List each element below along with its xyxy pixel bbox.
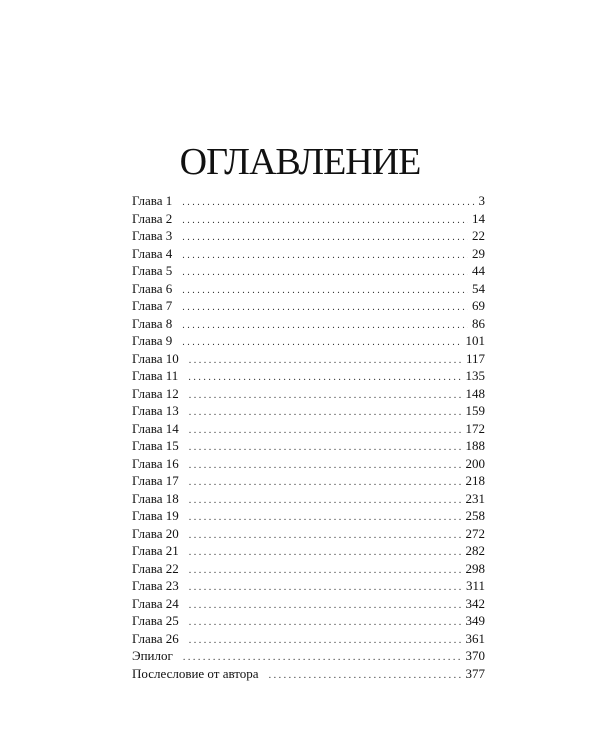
- toc-entry-label: Глава 8: [132, 315, 173, 331]
- dot-leader: [189, 544, 462, 562]
- toc-entry[interactable]: [132, 297, 485, 315]
- dot-leader: [182, 334, 461, 352]
- toc-entry[interactable]: [132, 350, 485, 368]
- toc-entry-label: Глава 5: [132, 263, 173, 278]
- toc-entry-page-number: 172: [465, 420, 485, 436]
- toc-entry[interactable]: [132, 245, 485, 263]
- page-title: ОГЛАВЛЕНИЕ: [179, 141, 421, 183]
- toc-entry-label: Глава 12: [132, 385, 179, 401]
- dot-leader: [182, 317, 468, 335]
- toc-entry-page-number: 148: [465, 385, 485, 401]
- toc-entry[interactable]: [132, 612, 485, 630]
- toc-entry-label: Глава 9: [132, 333, 173, 348]
- toc-entry[interactable]: [132, 472, 485, 490]
- toc-entry-page-number: 54: [472, 280, 485, 296]
- toc-entry-label: Глава 20: [132, 525, 179, 541]
- toc-entry-page-number: 69: [472, 298, 485, 313]
- dot-leader: [189, 404, 462, 422]
- dot-leader: [189, 474, 462, 492]
- toc-entry[interactable]: [132, 560, 485, 578]
- toc-entry-page-number: 14: [472, 210, 485, 226]
- toc-entry-page-number: 258: [465, 508, 485, 523]
- toc-entry[interactable]: [132, 315, 485, 333]
- toc-entry-page-number: 218: [465, 473, 485, 488]
- toc-entry-page-number: 282: [465, 543, 485, 558]
- toc-entry[interactable]: [132, 402, 485, 420]
- toc-entry[interactable]: [132, 595, 485, 613]
- dot-leader: [189, 422, 462, 440]
- toc-entry-label: Глава 18: [132, 490, 179, 506]
- dot-leader: [182, 247, 468, 265]
- toc-entry-label: Глава 10: [132, 350, 179, 366]
- toc-entry[interactable]: [132, 542, 485, 560]
- toc-entry-label: Глава 24: [132, 595, 179, 611]
- toc-entry[interactable]: [132, 630, 485, 648]
- toc-entry-page-number: 349: [465, 613, 485, 628]
- dot-leader: [189, 614, 462, 632]
- toc-entry[interactable]: [132, 647, 485, 665]
- dot-leader: [182, 282, 468, 300]
- dot-leader: [189, 457, 462, 475]
- toc-entry-page-number: 231: [465, 490, 485, 506]
- toc-entry-page-number: 22: [472, 228, 485, 243]
- toc-entry[interactable]: [132, 665, 485, 683]
- dot-leader: [182, 212, 468, 230]
- dot-leader: [182, 194, 474, 212]
- toc-entry-label: Глава 1: [132, 193, 173, 208]
- dot-leader: [189, 352, 462, 370]
- toc-entry-label: Глава 26: [132, 630, 179, 646]
- dot-leader: [189, 387, 462, 405]
- toc-entry[interactable]: [132, 227, 485, 245]
- toc-entry-label: Глава 2: [132, 210, 173, 226]
- dot-leader: [189, 492, 462, 510]
- toc-entry-page-number: 188: [465, 438, 485, 453]
- toc-entry-page-number: 117: [465, 350, 485, 366]
- dot-leader: [189, 597, 462, 615]
- toc-entry[interactable]: [132, 507, 485, 525]
- toc-entry-page-number: 342: [465, 595, 485, 611]
- toc-entry[interactable]: [132, 367, 485, 385]
- toc-entry[interactable]: [132, 525, 485, 543]
- toc-entry-page-number: 135: [465, 368, 485, 383]
- toc-entry-page-number: 272: [465, 525, 485, 541]
- toc-entry-page-number: 159: [465, 403, 485, 418]
- toc-entry[interactable]: [132, 280, 485, 298]
- dot-leader: [189, 562, 462, 580]
- toc-entry[interactable]: [132, 210, 485, 228]
- toc-entry-page-number: 361: [465, 630, 485, 646]
- toc-entry-page-number: 377: [465, 665, 485, 681]
- toc-entry[interactable]: [132, 332, 485, 350]
- toc-entry-label: Глава 4: [132, 245, 173, 261]
- toc-entry-label: Глава 3: [132, 228, 173, 243]
- toc-entry-label: Послесловие от автора: [132, 665, 259, 681]
- toc-entry-page-number: 86: [472, 315, 485, 331]
- toc-entry-label: Глава 15: [132, 438, 179, 453]
- dot-leader: [189, 439, 462, 457]
- toc-entry-label: Глава 6: [132, 280, 173, 296]
- dot-leader: [182, 229, 468, 247]
- toc-entry-page-number: 370: [465, 648, 485, 663]
- dot-leader: [188, 369, 461, 387]
- toc-entry-label: Глава 14: [132, 420, 179, 436]
- toc-entry[interactable]: [132, 420, 485, 438]
- toc-entry-label: Глава 25: [132, 613, 179, 628]
- toc-entry-page-number: 200: [465, 455, 485, 471]
- toc-entry-label: Глава 22: [132, 560, 179, 576]
- toc-entry[interactable]: [132, 192, 485, 210]
- toc-entry-label: Глава 23: [132, 578, 179, 593]
- toc-entry[interactable]: [132, 577, 485, 595]
- toc-entry-label: Глава 11: [132, 368, 179, 383]
- toc-entry[interactable]: [132, 437, 485, 455]
- toc-entry-label: Глава 21: [132, 543, 179, 558]
- dot-leader: [189, 632, 462, 650]
- dot-leader: [189, 579, 462, 597]
- toc-entry-label: Глава 7: [132, 298, 173, 313]
- toc-entry-label: Глава 16: [132, 455, 179, 471]
- toc-entry-page-number: 44: [472, 263, 485, 278]
- toc-entry-label: Глава 13: [132, 403, 179, 418]
- toc-entry-page-number: 101: [465, 333, 485, 348]
- toc-entry[interactable]: [132, 262, 485, 280]
- toc-entry-page-number: 3: [478, 193, 485, 208]
- toc-entry[interactable]: [132, 385, 485, 403]
- dot-leader: [182, 299, 468, 317]
- toc-entry-label: Эпилог: [132, 648, 173, 663]
- dot-leader: [269, 667, 462, 685]
- dot-leader: [189, 509, 462, 527]
- toc-entry[interactable]: [132, 490, 485, 508]
- toc-entry-page-number: 298: [465, 560, 485, 576]
- toc-entry-page-number: 29: [472, 245, 485, 261]
- toc-entry-label: Глава 19: [132, 508, 179, 523]
- dot-leader: [182, 264, 468, 282]
- toc-entry-label: Глава 17: [132, 473, 179, 488]
- toc-entry-page-number: 311: [465, 578, 485, 593]
- table-of-contents: [132, 192, 485, 682]
- dot-leader: [189, 527, 462, 545]
- toc-entry[interactable]: [132, 455, 485, 473]
